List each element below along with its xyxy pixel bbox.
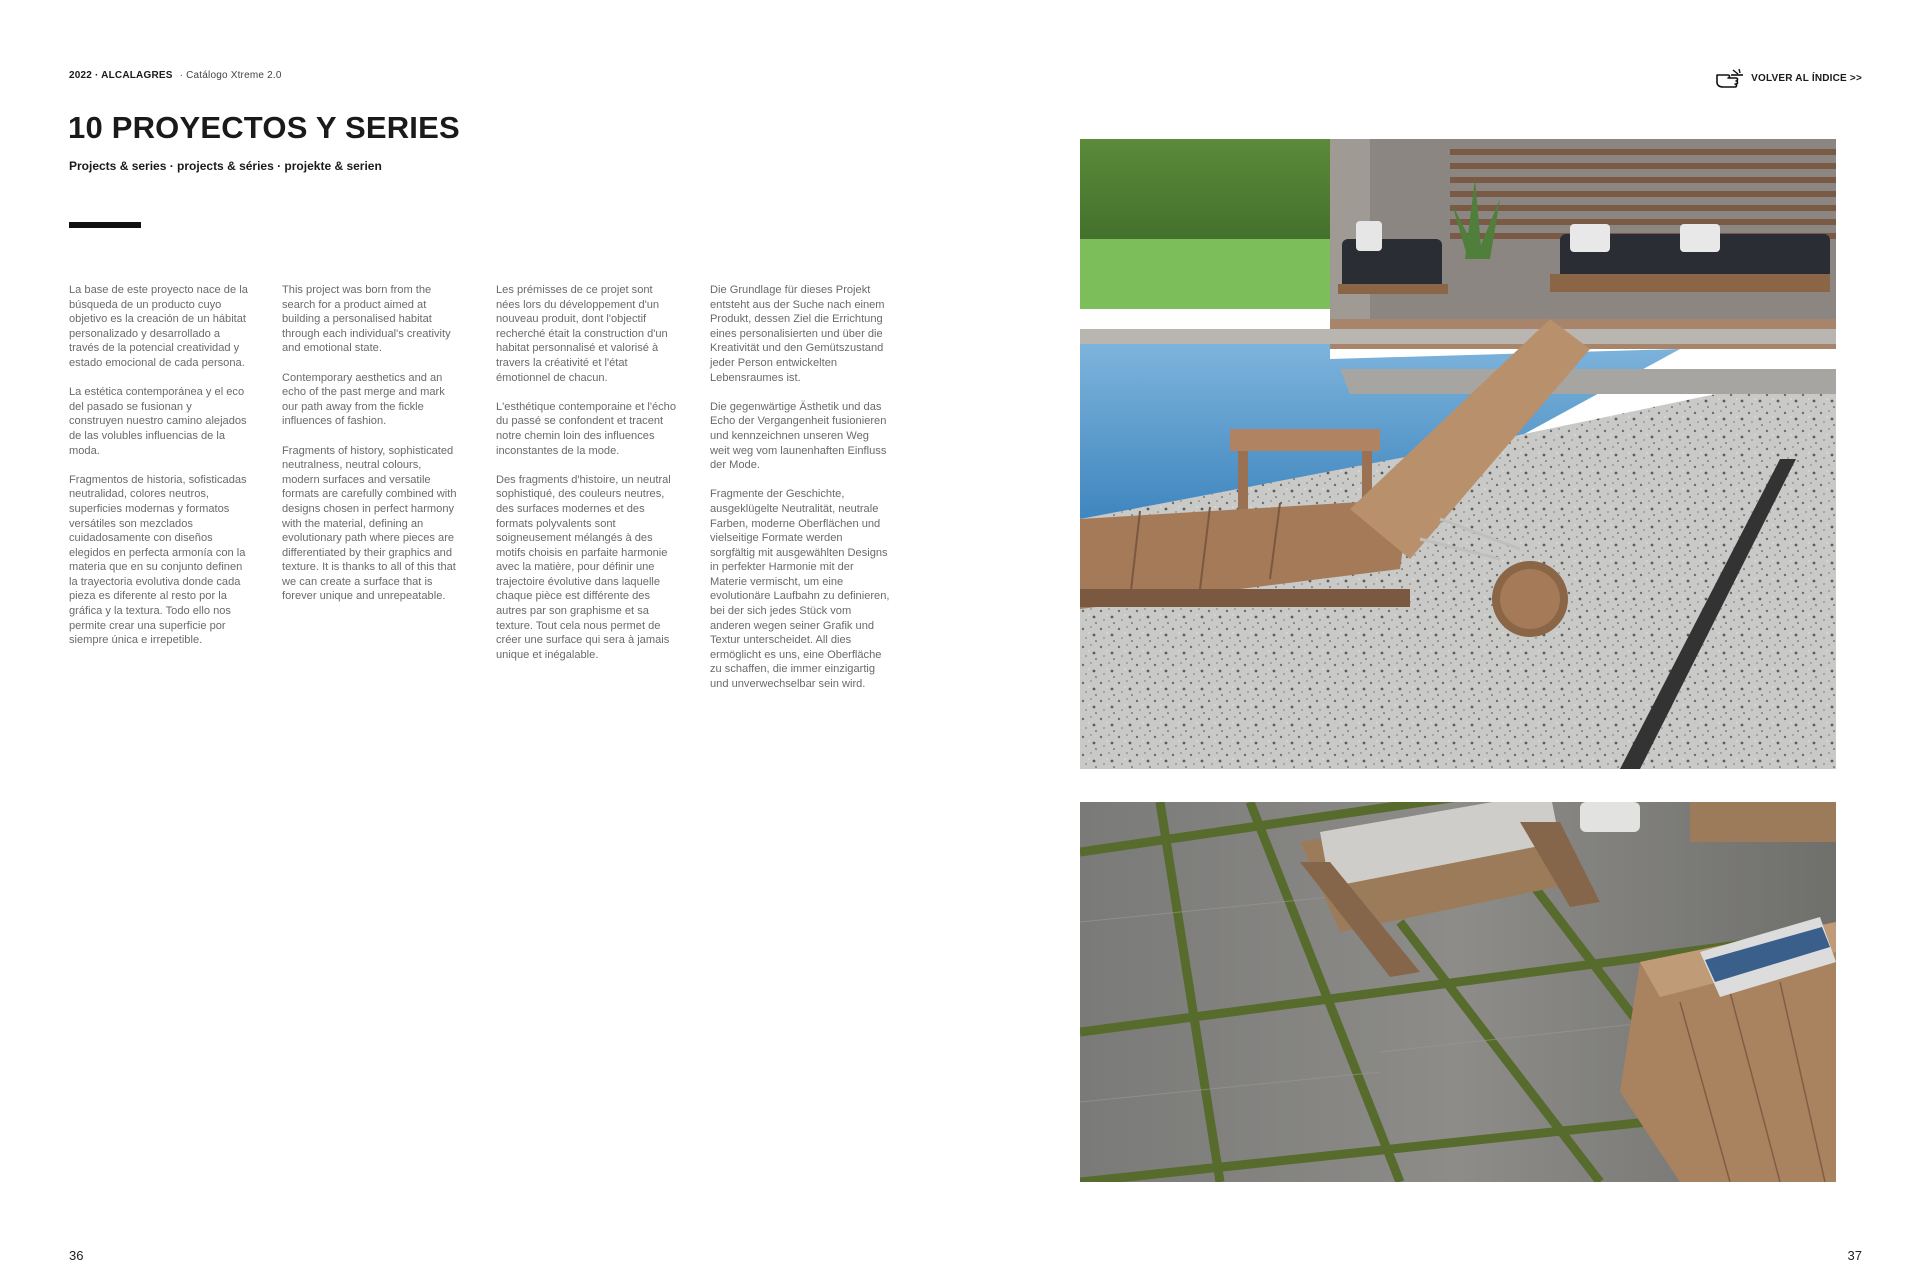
- page-number-right: 37: [1847, 1248, 1862, 1263]
- paragraph: This project was born from the search for a product aimed at building a personalised habitat through each individual's creativity and emotional state.: [282, 284, 451, 355]
- pointing-hand-icon: [1715, 66, 1745, 90]
- paragraph: Les prémisses de ce projet sont nées lors du développement d'un nouveau produit, dont l'objectif recherché était la construction d'un habitat personnalisé et valorisé à travers la créativité et l'état émotionnel de chacun.: [496, 284, 668, 384]
- paragraph: Die Grundlage für dieses Projekt entsteht aus der Suche nach einem Produkt, dessen Ziel die Errichtung eines personalisierten und über die Kreativität und den Gemütszustand jeder Person entwickelten Lebensraumes ist.: [710, 284, 885, 384]
- paragraph: Fragments of history, sophisticated neutralness, neutral colours, modern surfaces and versatile formats are carefully combined with designs chosen in perfect harmony with the material, defining an evolutionary path where pieces are differentiated by their graphics and texture. It is thanks to all of this that we can create a surface that is forever unique and unrepeatable.: [282, 444, 457, 603]
- back-to-index-label[interactable]: VOLVER AL ÍNDICE >>: [1751, 72, 1862, 84]
- paragraph: Fragmente der Geschichte, ausgeklügelte Neutralität, neutrale Farben, moderne Oberflächen und vielseitige Formate werden sorgfältig mit ausgewählten Designs in perfekter Harmonie mit der Materie vermischt, um eine evolutionäre Laufbahn zu definieren, bei der sich jedes Stück vom anderen wegen seiner Grafik und Textur unterscheidet. All dies ermöglicht es uns, eine Oberfläche zu schaffen, die immer einzigartig und unverwechselbar sein wird.: [710, 488, 890, 691]
- paragraph: Des fragments d'histoire, un neutral sophistiqué, des couleurs neutres, des surfaces modernes et des formats polyvalents sont soigneusement mélangés à des motifs choisis en parfaite harmonie avec la matière, pour définir une trajectoire évolutive dans laquelle chaque pièce est différente des autres par son graphisme et sa texture. Tout cela nous permet de créer une surface qui sera à jamais unique et inégalable.: [496, 473, 671, 661]
- paragraph: La estética contemporánea y el eco del pasado se fusionan y construyen nuestro camino alejados de las volubles influencias de la moda.: [69, 386, 247, 457]
- back-to-index-link[interactable]: [1715, 66, 1862, 90]
- text-column-spanish: [69, 283, 249, 662]
- title-divider: [69, 222, 141, 228]
- page-number-left: 36: [69, 1248, 84, 1263]
- paragraph: Die gegenwärtige Ästhetik und das Echo der Vergangenheit fusionieren und kennzeichnen unseren Weg weit weg vom launenhaften Einfluss der Mode.: [710, 400, 887, 472]
- paragraph: Fragmentos de historia, sofisticadas neutralidad, colores neutros, superficies modernas y formatos versátiles son mezclados cuidadosamente con diseños elegidos en perfecta armonía con la materia que en su conjunto definen la trayectoria evolutiva donde cada pieza es diferente al resto por la gráfica y la textura. Todo ello nos permite crear una superficie por siempre única e irrepetible.: [69, 473, 247, 647]
- patio-tiles-photo: [1080, 802, 1836, 1182]
- header-catalog-name: · Catálogo Xtreme 2.0: [179, 70, 282, 81]
- paragraph: L'esthétique contemporaine et l'écho du passé se confondent et tracent notre chemin loin des influences inconstantes de la mode.: [496, 400, 677, 457]
- page-subtitle: Projects & series · projects & séries · projekte & serien: [69, 159, 382, 173]
- paragraph: Contemporary aesthetics and an echo of the past merge and mark our path away from the fickle influences of fashion.: [282, 371, 445, 428]
- paragraph: La base de este proyecto nace de la búsqueda de un producto cuyo objetivo es la creación de un hábitat personalizado y desarrollado a través de la potencial creatividad y estado emocional de cada persona.: [69, 284, 248, 369]
- text-column-english: [282, 283, 462, 619]
- text-column-german: [710, 283, 890, 706]
- page-title: 10 PROYECTOS Y SERIES: [68, 110, 460, 145]
- pool-terrace-photo: [1080, 139, 1836, 769]
- text-column-french: [496, 283, 676, 677]
- document-header: [69, 70, 282, 81]
- header-year-brand: 2022 · ALCALAGRES: [69, 70, 173, 81]
